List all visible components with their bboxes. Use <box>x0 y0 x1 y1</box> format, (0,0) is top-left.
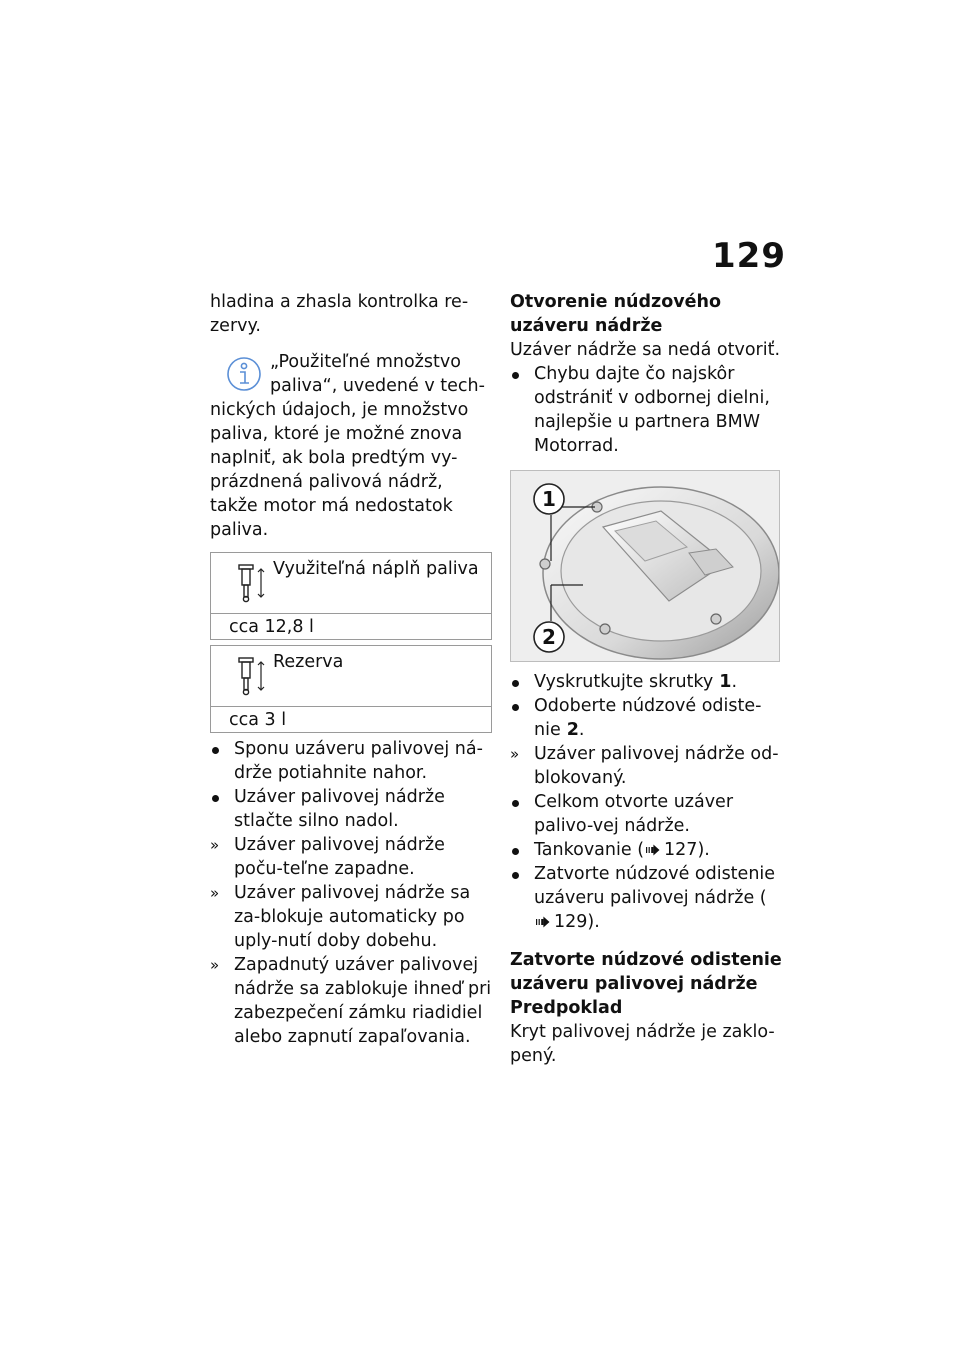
bullet-icon <box>512 372 519 379</box>
fuel-pump-icon <box>237 656 265 703</box>
right-steps-b <box>510 670 782 934</box>
section-text: Uzáver nádrže sa nedá otvoriť. <box>510 340 781 360</box>
info-icon <box>226 356 262 399</box>
list-item: Celkom otvorte uzáver palivo-vej nádrže. <box>510 790 782 838</box>
left-steps <box>210 737 492 1049</box>
info-line-1: „Použiteľné množstvo <box>270 352 461 372</box>
right-steps-a <box>510 362 782 458</box>
page-reference-link[interactable]: 127 <box>664 840 698 860</box>
intro-text: hladina a zhasla kontrolka re-zervy. <box>210 292 469 336</box>
list-item: » Uzáver palivovej nádrže od-blokovaný. <box>510 744 779 788</box>
list-item: Chybu dajte čo najskôr odstrániť v odbornej dielni, najlepšie u partnera BMW Motorrad. <box>510 362 782 458</box>
figure-label-2: 2 <box>542 625 556 649</box>
info-continuation: nických údajoch, je množstvo paliva, ktoré je možné znova naplniť, ak bola predtým vy-prázdnená palivová nádrž, takže motor má nedostatok paliva. <box>210 400 469 540</box>
fuel-cap-figure <box>510 470 780 662</box>
page-number: 129 <box>712 236 786 276</box>
list-item: Sponu uzáveru palivovej ná-drže potiahnite nahor. <box>210 737 492 785</box>
section-heading: Otvorenie núdzového uzáveru nádrže <box>510 292 721 336</box>
fuel-pump-icon <box>237 563 265 610</box>
list-item: Odoberte núdzové odiste-nie 2. <box>510 694 782 742</box>
bullet-icon <box>512 872 519 879</box>
info-note <box>210 350 492 542</box>
list-item: Zatvorte núdzové odistenie uzáveru palivovej nádrže (129). <box>510 862 782 934</box>
result-arrow-icon: » <box>210 836 220 854</box>
bullet-icon <box>512 704 519 711</box>
figure-label-1: 1 <box>542 487 556 511</box>
list-item: Vyskrutkujte skrutky 1. <box>510 670 782 694</box>
spec-usable-fuel <box>210 552 492 640</box>
list-item: » Uzáver palivovej nádrže sa za-blokuje automaticky po uply-nutí doby dobehu. <box>210 883 471 951</box>
spec-value: cca 12,8 l <box>229 617 314 637</box>
spec-title: Využiteľná náplň paliva <box>273 559 479 579</box>
result-arrow-icon: » <box>210 884 220 902</box>
spec-title: Rezerva <box>273 652 344 672</box>
fuel-cap-photo <box>511 471 779 661</box>
section-text: Kryt palivovej nádrže je zaklo-pený. <box>510 1022 775 1066</box>
left-column <box>210 290 492 1049</box>
page-reference-link[interactable]: 129 <box>554 912 588 932</box>
result-arrow-icon: » <box>510 745 520 763</box>
list-item: Tankovanie ( 127). <box>510 838 782 862</box>
spec-reserve <box>210 645 492 733</box>
bullet-icon <box>212 795 219 802</box>
spec-value: cca 3 l <box>229 710 287 730</box>
section-close <box>510 948 782 1068</box>
section-heading: Zatvorte núdzové odistenie uzáveru palivovej nádrže <box>510 950 782 994</box>
bullet-icon <box>212 747 219 754</box>
page-reference-arrow-icon <box>536 916 550 928</box>
list-item: » Zapadnutý uzáver palivovej nádrže sa zablokuje ihneď pri zabezpečení zámku riadidiel alebo zapnutí zapaľovania. <box>210 955 492 1047</box>
bullet-icon <box>512 680 519 687</box>
page-reference-arrow-icon <box>646 844 660 856</box>
result-arrow-icon: » <box>210 956 220 974</box>
info-line-2: paliva“, uvedené v tech- <box>270 376 485 396</box>
right-column <box>510 290 782 1068</box>
subsection-heading: Predpoklad <box>510 998 623 1018</box>
list-item: » Uzáver palivovej nádrže poču-teľne zapadne. <box>210 835 445 879</box>
bullet-icon <box>512 848 519 855</box>
bullet-icon <box>512 800 519 807</box>
list-item: Uzáver palivovej nádrže stlačte silno nadol. <box>210 785 492 833</box>
